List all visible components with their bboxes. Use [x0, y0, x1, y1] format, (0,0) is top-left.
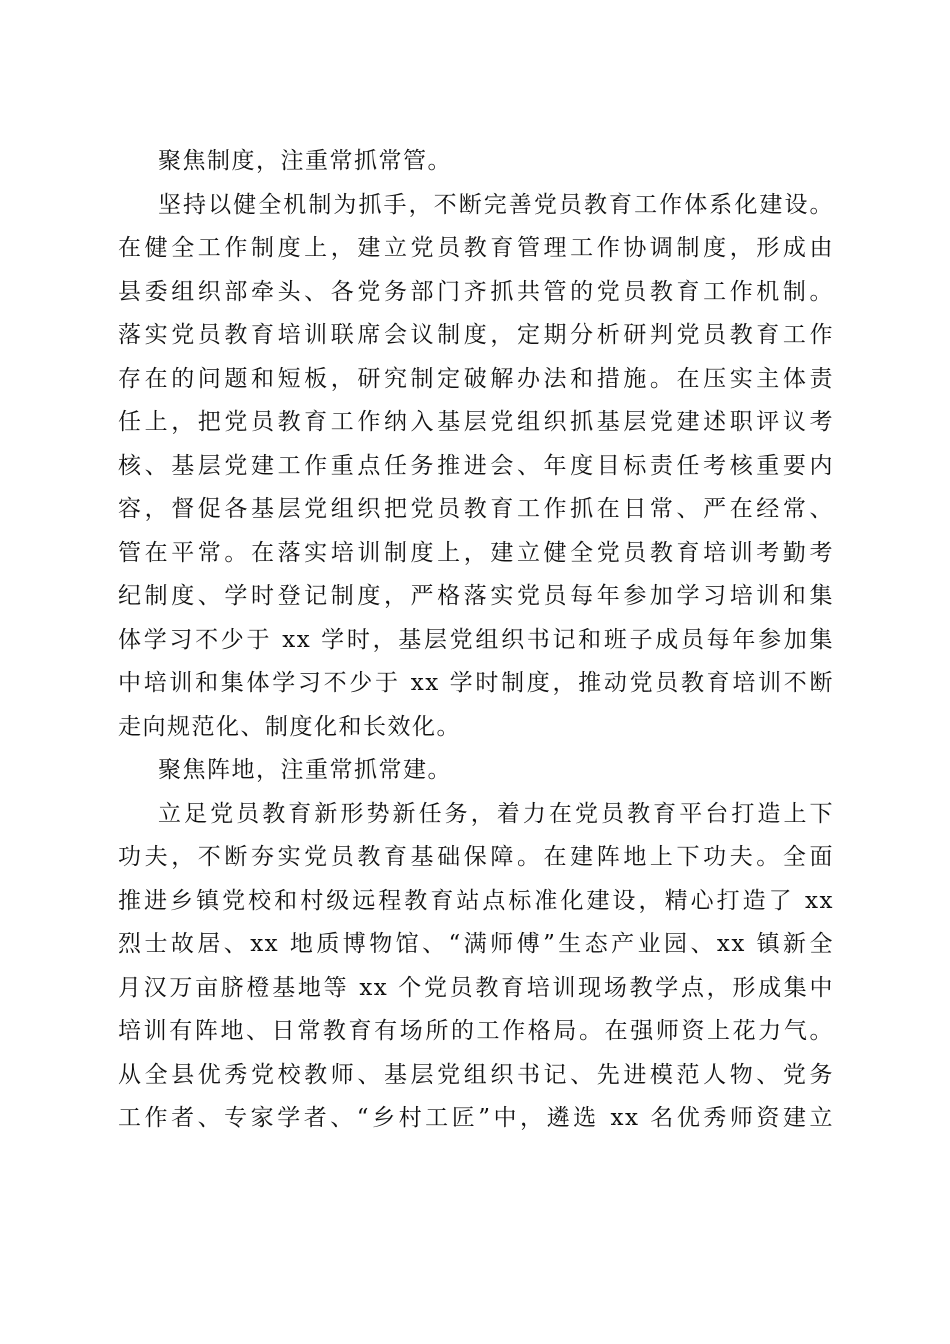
text-line: 培训有阵地、日常教育有场所的工作格局。在强师资上花力气。 [118, 1018, 834, 1044]
text-line: 容，督促各基层党组织把党员教育工作抓在日常、严在经常、 [118, 496, 834, 522]
text-line: 纪制度、学时登记制度，严格落实党员每年参加学习培训和集 [118, 583, 834, 609]
text-line: 坚持以健全机制为抓手，不断完善党员教育工作体系化建设。 [158, 191, 834, 218]
text-line: 功夫，不断夯实党员教育基础保障。在建阵地上下功夫。全面 [118, 844, 834, 870]
text-line: 县委组织部牵头、各党务部门齐抓共管的党员教育工作机制。 [118, 278, 834, 305]
text-line: 落实党员教育培训联席会议制度，定期分析研判党员教育工作 [118, 322, 834, 348]
body-text [118, 140, 834, 1141]
text-line: 管在平常。在落实培训制度上，建立健全党员教育培训考勤考 [118, 539, 834, 566]
text-line: 月汉万亩脐橙基地等 xx 个党员教育培训现场教学点，形成集中 [118, 974, 834, 1001]
text-line: 体学习不少于 xx 学时，基层党组织书记和班子成员每年参加集 [118, 626, 834, 653]
text-line: 中培训和集体学习不少于 xx 学时制度，推动党员教育培训不断 [118, 670, 834, 696]
text-line: 任上，把党员教育工作纳入基层党组织抓基层党建述职评议考 [118, 409, 834, 435]
text-line: 聚焦制度，注重常抓常管。 [158, 148, 452, 174]
text-line: 核、基层党建工作重点任务推进会、年度目标责任考核重要内 [118, 452, 834, 479]
text-line: 工作者、专家学者、“乡村工匠”中，遴选 xx 名优秀师资建立 [118, 1105, 834, 1131]
text-line: 从全县优秀党校教师、基层党组织书记、先进模范人物、党务 [118, 1061, 834, 1088]
text-line: 聚焦阵地，注重常抓常建。 [158, 757, 452, 783]
text-line: 推进乡镇党校和村级远程教育站点标准化建设，精心打造了 xx [118, 887, 834, 914]
text-line: 在健全工作制度上，建立党员教育管理工作协调制度，形成由 [118, 235, 834, 261]
text-line: 走向规范化、制度化和长效化。 [118, 713, 461, 740]
text-line: 存在的问题和短板，研究制定破解办法和措施。在压实主体责 [118, 365, 834, 392]
text-line: 烈士故居、xx 地质博物馆、“满师傅”生态产业园、xx 镇新全 [118, 931, 834, 957]
text-line: 立足党员教育新形势新任务，着力在党员教育平台打造上下 [158, 800, 834, 827]
